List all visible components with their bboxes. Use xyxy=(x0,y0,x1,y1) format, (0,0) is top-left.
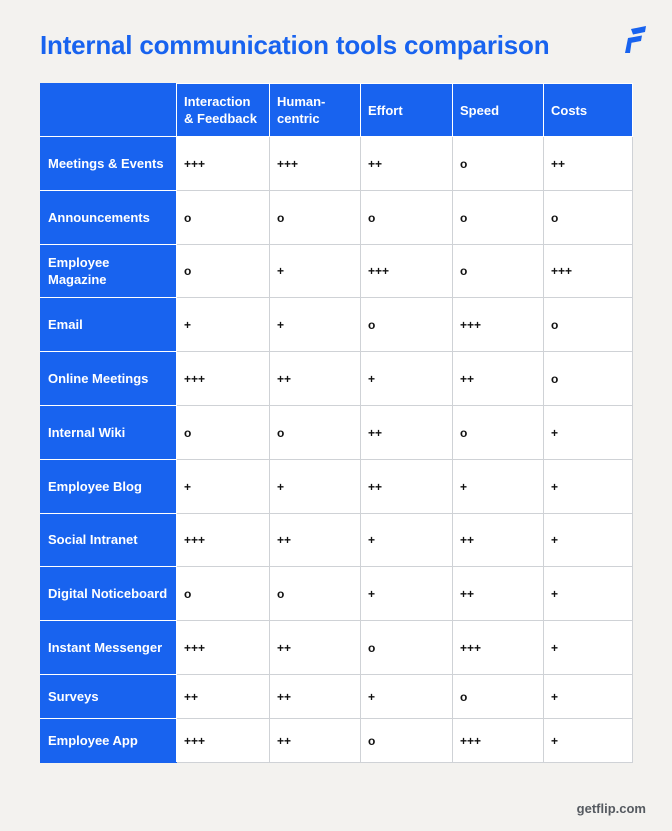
comparison-table xyxy=(40,83,633,763)
rating-cell: o xyxy=(453,190,544,244)
rating-cell: o xyxy=(177,567,270,621)
rating-cell: +++ xyxy=(177,137,270,191)
rating-cell: ++ xyxy=(361,405,453,459)
rating-cell: ++ xyxy=(177,674,270,718)
rating-cell: + xyxy=(270,459,361,513)
rating-cell: + xyxy=(361,674,453,718)
rating-cell: ++ xyxy=(270,352,361,406)
rating-cell: o xyxy=(361,718,453,762)
rating-cell: + xyxy=(270,244,361,298)
rating-cell: o xyxy=(453,137,544,191)
rating-cell: ++ xyxy=(361,137,453,191)
header-costs: Costs xyxy=(544,84,633,137)
rating-cell: + xyxy=(544,621,633,675)
rating-cell: +++ xyxy=(361,244,453,298)
rating-cell: + xyxy=(544,459,633,513)
rating-cell: o xyxy=(361,298,453,352)
rating-cell: ++ xyxy=(270,718,361,762)
rating-cell: ++ xyxy=(453,513,544,567)
rating-cell: +++ xyxy=(177,718,270,762)
table-row xyxy=(41,718,633,762)
rating-cell: o xyxy=(453,405,544,459)
table-row xyxy=(41,621,633,675)
rating-cell: + xyxy=(270,298,361,352)
rating-cell: + xyxy=(544,674,633,718)
rating-cell: o xyxy=(270,567,361,621)
rating-cell: o xyxy=(270,405,361,459)
table-row xyxy=(41,352,633,406)
rating-cell: + xyxy=(544,513,633,567)
row-label: Employee Magazine xyxy=(41,244,177,298)
rating-cell: o xyxy=(270,190,361,244)
rating-cell: o xyxy=(453,674,544,718)
rating-cell: + xyxy=(177,298,270,352)
row-label: Announcements xyxy=(41,190,177,244)
rating-cell: +++ xyxy=(270,137,361,191)
rating-cell: + xyxy=(361,513,453,567)
rating-cell: o xyxy=(544,352,633,406)
rating-cell: o xyxy=(453,244,544,298)
rating-cell: + xyxy=(361,352,453,406)
row-label: Social Intranet xyxy=(41,513,177,567)
table-row xyxy=(41,190,633,244)
rating-cell: +++ xyxy=(177,352,270,406)
rating-cell: o xyxy=(177,190,270,244)
row-label: Internal Wiki xyxy=(41,405,177,459)
table-row xyxy=(41,298,633,352)
rating-cell: +++ xyxy=(177,621,270,675)
row-label: Employee App xyxy=(41,718,177,762)
row-label: Employee Blog xyxy=(41,459,177,513)
rating-cell: ++ xyxy=(361,459,453,513)
table-row xyxy=(41,459,633,513)
rating-cell: + xyxy=(177,459,270,513)
row-label: Email xyxy=(41,298,177,352)
rating-cell: o xyxy=(544,190,633,244)
row-label: Meetings & Events xyxy=(41,137,177,191)
rating-cell: +++ xyxy=(544,244,633,298)
header-effort: Effort xyxy=(361,84,453,137)
table-row xyxy=(41,567,633,621)
table-row xyxy=(41,405,633,459)
rating-cell: o xyxy=(361,190,453,244)
rating-cell: o xyxy=(544,298,633,352)
row-label: Surveys xyxy=(41,674,177,718)
footer-website: getflip.com xyxy=(576,801,646,816)
rating-cell: ++ xyxy=(453,567,544,621)
header-row xyxy=(41,84,633,137)
header-human-centric: Human-centric xyxy=(270,84,361,137)
header-speed: Speed xyxy=(453,84,544,137)
rating-cell: + xyxy=(453,459,544,513)
rating-cell: ++ xyxy=(453,352,544,406)
row-label: Online Meetings xyxy=(41,352,177,406)
header-interaction-feedback: Interaction & Feedback xyxy=(177,84,270,137)
page-title: Internal communication tools comparison xyxy=(40,30,550,60)
row-label: Digital Noticeboard xyxy=(41,567,177,621)
rating-cell: + xyxy=(361,567,453,621)
rating-cell: o xyxy=(177,405,270,459)
rating-cell: +++ xyxy=(177,513,270,567)
rating-cell: ++ xyxy=(270,674,361,718)
rating-cell: +++ xyxy=(453,298,544,352)
row-label: Instant Messenger xyxy=(41,621,177,675)
table-row xyxy=(41,513,633,567)
rating-cell: o xyxy=(361,621,453,675)
table-row xyxy=(41,674,633,718)
rating-cell: ++ xyxy=(544,137,633,191)
rating-cell: + xyxy=(544,567,633,621)
flip-logo-icon xyxy=(625,26,647,54)
table-row xyxy=(41,137,633,191)
rating-cell: + xyxy=(544,405,633,459)
rating-cell: ++ xyxy=(270,621,361,675)
table-row xyxy=(41,244,633,298)
rating-cell: +++ xyxy=(453,621,544,675)
header-corner xyxy=(41,84,177,137)
rating-cell: + xyxy=(544,718,633,762)
rating-cell: o xyxy=(177,244,270,298)
rating-cell: +++ xyxy=(453,718,544,762)
rating-cell: ++ xyxy=(270,513,361,567)
